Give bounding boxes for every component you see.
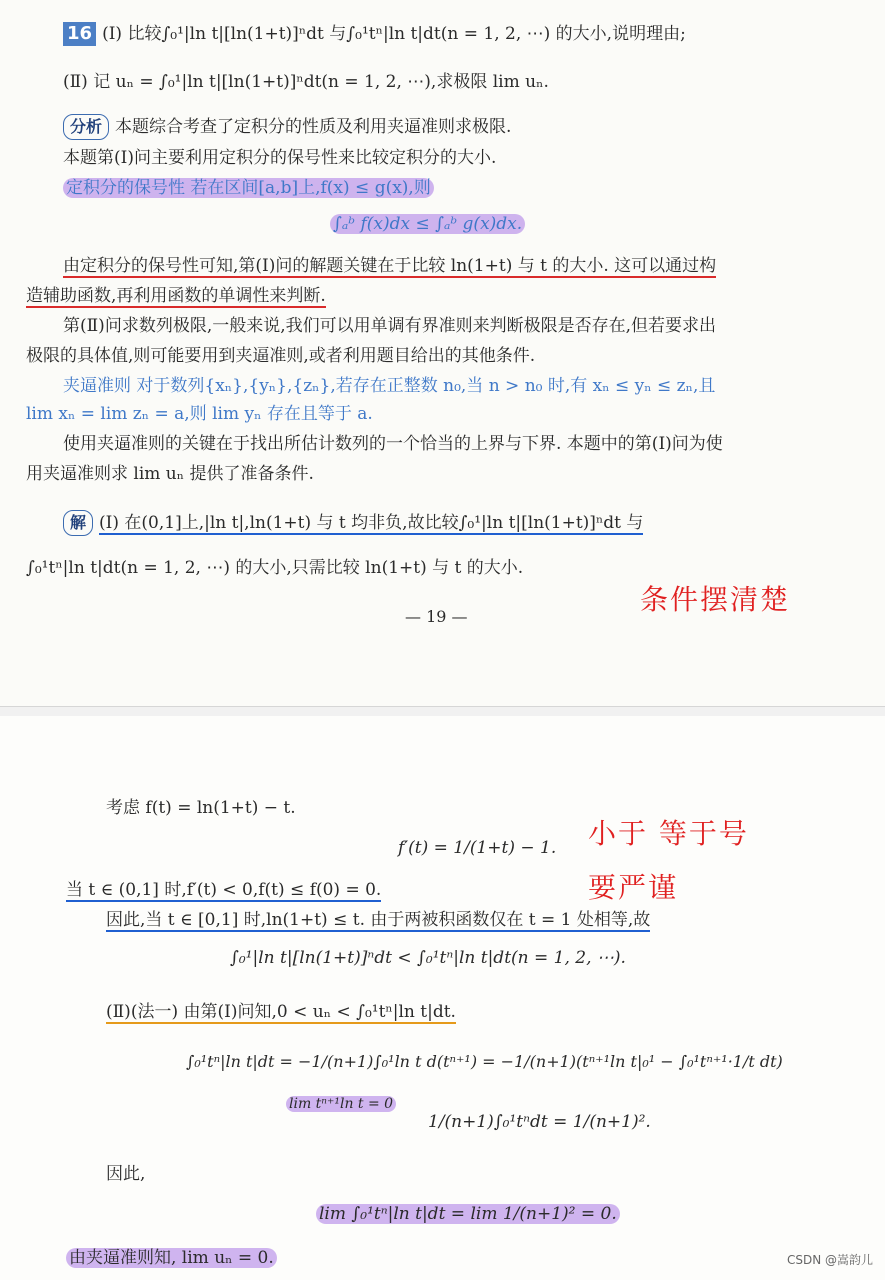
solution-part-1b: ∫₀¹tⁿ|ln t|dt(n = 1, 2, ⋯) 的大小,只需比较 ln(1+t) 与 t 的大小.	[26, 558, 524, 578]
solution-part-1: 解 (Ⅰ) 在(0,1]上,|ln t|,ln(1+t) 与 t 均非负,故比较∫₀¹|ln t|[ln(1+t)]ⁿdt 与	[63, 510, 643, 536]
solution-tag: 解	[63, 510, 93, 536]
analysis-paragraph-1: 由定积分的保号性可知,第(Ⅰ)问的解题关键在于比较 ln(1+t) 与 t 的大小. 这可以通过构	[63, 256, 717, 276]
limit-result: lim ∫₀¹tⁿ|ln t|dt = lim 1/(n+1)² = 0.	[316, 1204, 620, 1224]
consider-function: 考虑 f(t) = ln(1+t) − t.	[106, 798, 296, 818]
analysis-paragraph-1b: 造辅助函数,再利用函数的单调性来判断.	[26, 286, 326, 306]
analysis-paragraph-2b: 极限的具体值,则可能要用到夹逼准则,或者利用题目给出的其他条件.	[26, 346, 536, 366]
inequality-conclusion: 因此,当 t ∈ [0,1] 时,ln(1+t) ≤ t. 由于两被积函数仅在 t = 1 处相等,故	[106, 910, 651, 930]
final-conclusion: 由夹逼准则知, lim uₙ = 0.	[66, 1246, 277, 1270]
integral-result: 1/(n+1)∫₀¹tⁿdt = 1/(n+1)².	[428, 1112, 651, 1132]
problem-number: 16	[63, 22, 96, 46]
analysis-paragraph-3b: 用夹逼准则求 lim uₙ 提供了准备条件.	[26, 464, 314, 484]
derivative-formula: f′(t) = 1/(1+t) − 1.	[398, 838, 557, 858]
squeeze-theorem-b: lim xₙ = lim zₙ = a,则 lim yₙ 存在且等于 a.	[26, 404, 373, 424]
question-part-1: 16 (Ⅰ) 比较∫₀¹|ln t|[ln(1+t)]ⁿdt 与∫₀¹tⁿ|ln t|dt(n = 1, 2, ⋯) 的大小,说明理由;	[63, 22, 686, 46]
analysis-heading: 分析 本题综合考查了定积分的性质及利用夹逼准则求极限.	[63, 114, 511, 140]
analysis-tag: 分析	[63, 114, 109, 140]
limit-lemma: lim tⁿ⁺¹ln t = 0	[286, 1096, 396, 1112]
integral-comparison: ∫₀¹|ln t|[ln(1+t)]ⁿdt < ∫₀¹tⁿ|ln t|dt(n = 1, 2, ⋯).	[230, 948, 626, 968]
definition-formula: ∫ₐᵇ f(x)dx ≤ ∫ₐᵇ g(x)dx.	[330, 214, 525, 234]
analysis-text: 本题第(Ⅰ)问主要利用定积分的保号性来比较定积分的大小.	[63, 148, 497, 168]
integration-by-parts: ∫₀¹tⁿ|ln t|dt = −1/(n+1)∫₀¹ln t d(tⁿ⁺¹) = −1/(n+1)(tⁿ⁺¹ln t|₀¹ − ∫₀¹tⁿ⁺¹·1/t dt)	[186, 1052, 783, 1071]
csdn-watermark: CSDN @嵩韵儿	[786, 1253, 873, 1267]
therefore: 因此,	[106, 1164, 146, 1184]
analysis-paragraph-3: 使用夹逼准则的关键在于找出所估计数列的一个恰当的上界与下界. 本题中的第(Ⅰ)问为使	[63, 434, 723, 454]
handwritten-note-conditions: 条件摆清楚	[640, 583, 791, 616]
part-2-method-1: (Ⅱ)(法一) 由第(Ⅰ)问知,0 < uₙ < ∫₀¹tⁿ|ln t|dt.	[106, 1002, 456, 1022]
squeeze-theorem: 夹逼准则 对于数列{xₙ},{yₙ},{zₙ},若存在正整数 n₀,当 n > n₀ 时,有 xₙ ≤ yₙ ≤ zₙ,且	[63, 376, 716, 396]
analysis-paragraph-2: 第(Ⅱ)问求数列极限,一般来说,我们可以用单调有界准则来判断极限是否存在,但若要求出	[63, 316, 717, 336]
derivative-sign: 当 t ∈ (0,1] 时,f′(t) < 0,f(t) ≤ f(0) = 0.	[66, 880, 382, 900]
handwritten-note-rigor: 要严谨	[588, 871, 679, 904]
textbook-page-20	[0, 716, 885, 1280]
question-part-2: (Ⅱ) 记 uₙ = ∫₀¹|ln t|[ln(1+t)]ⁿdt(n = 1, 2, ⋯),求极限 lim uₙ.	[63, 72, 549, 92]
handwritten-note-inequality: 小于 等于号	[588, 817, 749, 850]
page-number: — 19 —	[405, 607, 468, 626]
definition-line: 定积分的保号性 若在区间[a,b]上,f(x) ≤ g(x),则	[63, 176, 434, 200]
